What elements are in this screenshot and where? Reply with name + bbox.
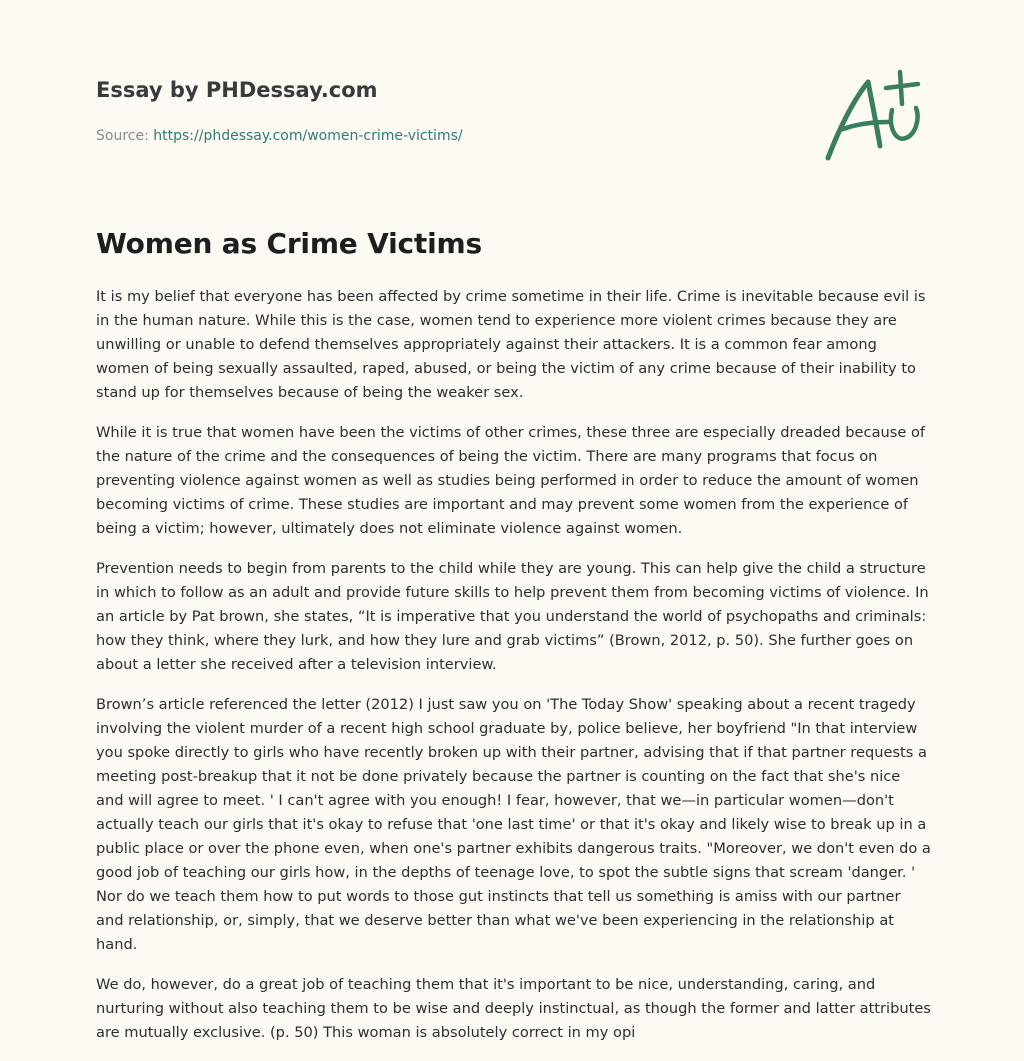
essay-paragraph: Prevention needs to begin from parents to the child while they are young. This can help give the child a structure in which to follow as an adult and provide future skills to help prevent them from becoming victims of violence. In an article by Pat brown, she states, “It is imperative that you understand the world of psychopaths and criminals: how they think, where they lurk, and how they lure and grab victims” (Brown, 2012, p. 50). She further goes on about a letter she received after a television interview.	[96, 560, 929, 673]
source-label: Source:	[96, 128, 149, 144]
brand-title: Essay by PHDessay.com	[96, 78, 378, 102]
essay-paragraph: While it is true that women have been the victims of other crimes, these three are especially dreaded because of the nature of the crime and the consequences of being the victim. There are many programs that focus on preventing violence against women as well as studies being performed in order to reduce the amount of women becoming victims of crime. These studies are important and may prevent some women from the experience of being a victim; however, ultimately does not eliminate violence against women.	[96, 424, 926, 537]
essay-paragraph: We do, however, do a great job of teaching them that it's important to be nice, understanding, caring, and nurturing without also teaching them to be wise and deeply instinctual, as though the former and latter attributes are mutually exclusive. (p. 50) This woman is absolutely correct in my opi	[96, 976, 931, 1041]
essay-title: Women as Crime Victims	[96, 227, 482, 260]
essay-paragraph: Brown’s article referenced the letter (2012) I just saw you on 'The Today Show' speaking about a recent tragedy involving the violent murder of a recent high school graduate by, police believe, her boyfriend "In that interview you spoke directly to girls who have recently broken up with their partner, advising that if that partner requests a meeting post-breakup that it not be done privately because the partner is counting on the fact that she's nice and will agree to meet. ' I can't agree with you enough! I fear, however, that we—in particular women—don't actually teach our girls that it's okay to refuse that 'one last time' or that it's okay and likely wise to break up in a public place or over the phone even, when one's partner exhibits dangerous traits. "Moreover, we don't even do a good job of teaching our girls how, in the depths of teenage love, to spot the subtle signs that scream 'danger. ' Nor do we teach them how to put words to those gut instincts that tell us something is amiss with our partner and relationship, or, simply, that we deserve better than what we've been experiencing in the relationship at hand.	[96, 696, 931, 953]
a-plus-grade-icon	[818, 66, 930, 166]
essay-body	[96, 285, 932, 1061]
source-line	[96, 127, 736, 145]
essay-paragraph: It is my belief that everyone has been affected by crime sometime in their life. Crime is inevitable because evil is in the human nature. While this is the case, women tend to experience more violent crimes because they are unwilling or unable to defend themselves appropriately against their attackers. It is a common fear among women of being sexually assaulted, raped, abused, or being the victim of any crime because of their inability to stand up for themselves because of being the weaker sex.	[96, 288, 926, 401]
page-header	[96, 76, 736, 145]
source-link[interactable]: https://phdessay.com/women-crime-victims/	[153, 128, 463, 144]
